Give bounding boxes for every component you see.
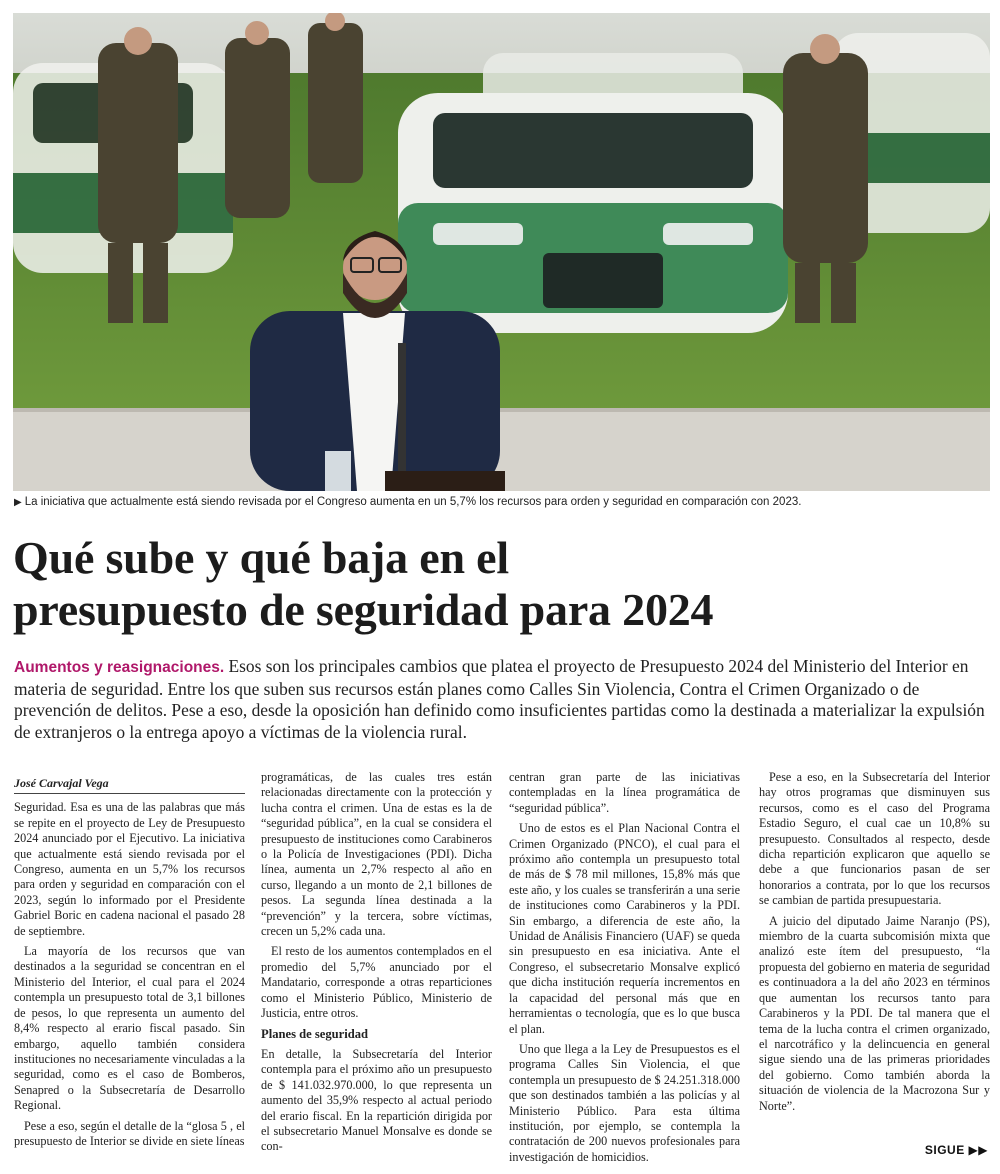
- news-photo: [13, 13, 990, 491]
- play-triangle-icon: ▶: [14, 497, 22, 508]
- paragraph: Pese a eso, según el detalle de la “glosa 5 , el presupuesto de Interior se divide en siete líneas: [14, 1118, 245, 1148]
- article-column-2: [261, 770, 492, 1160]
- lead-paragraph: [14, 656, 988, 743]
- paragraph: programáticas, de las cuales tres están relacionadas directamente con la protección y lucha contra el crimen. Una de estas es la de “seguridad pública”, en la cual se considera el presupuesto de instituciones como Carabineros o la Policía de Investigaciones (PDI). Dicha línea, aumenta un 2,7% respecto al año en curso, llegando a un monto de 2,1 billones de pesos. La segunda línea destinada a la “prevención” y la tercera, sobre víctimas, crecen un 5,2% cada una.: [261, 770, 492, 939]
- paragraph: Seguridad. Esa es una de las palabras que más se repite en el proyecto de Ley de Presupuesto 2024 anunciado por el Ejecutivo. La iniciativa que actualmente está siendo revisada por el Congreso, aumenta en un 5,7% los recursos para orden y seguridad en comparación con el 2023, según lo informado por el Presidente Gabriel Boric en cadena nacional el pasado 28 de septiembre.: [14, 800, 245, 938]
- headline-line-1: Qué sube y qué baja en el: [13, 532, 509, 583]
- continue-label: SIGUE ▶▶: [924, 1143, 988, 1157]
- paragraph: Uno que llega a la Ley de Presupuestos es el programa Calles Sin Violencia, el que contempla un presupuesto de $ 24.251.318.000 que son destinados también a las policías y al Ministerio Público. Para esta última institución, por ejemplo, se contempla la contratación de 200 nuevos profesionales para investigación de homicidios.: [509, 1041, 740, 1164]
- paragraph: A juicio del diputado Jaime Naranjo (PS), miembro de la cuarta subcomisión mixta que analizó este ítem del presupuesto, “la propuesta del gobierno en materia de seguridad es continuadora a la del año 2023 en términos que aumentan los recursos tanto para Carabineros y la PDI. De tal manera que el tema de la lucha contra el crimen organizado, el narcotráfico y la delincuencia en general sigue siendo una de las primeras prioridades del gobierno. Como también aborda la situación de violencia de la Macrozona Sur y Norte”.: [759, 913, 990, 1113]
- photo-illustration: [13, 13, 990, 491]
- article-column-4: [759, 770, 990, 1119]
- paragraph: En detalle, la Subsecretaría del Interior contempla para el próximo año un presupuesto de $ 141.032.970.000, lo que representa un aumento del 35,9% respecto al actual periodo del erario fiscal. En la repartición dirigida por el subsecretario Manuel Monsalve es donde se con-: [261, 1046, 492, 1154]
- lead-text: Esos son los principales cambios que platea el proyecto de Presupuesto 2024 del Ministerio del Interior en materia de seguridad. Entre los que suben sus recursos están planes como Calles Sin Violencia, Contra el Crimen Organizado o de prevención de delitos. Pese a eso, desde la oposición han definido como insuficientes partidas como la destinada a materializar la expulsión de extranjeros o la entrega apoyo a víctimas de la violencia rural.: [14, 656, 985, 742]
- section-subhead: Planes de seguridad: [261, 1026, 369, 1041]
- paragraph: La mayoría de los recursos que van destinados a la seguridad se concentran en el Ministerio del Interior, el cual para el 2024 contempla un presupuesto total de 3,1 billones de pesos, lo que representa un aumento del 8,4% respecto al erario fiscal pasado. Sin embargo, aquello también considera instituciones no necesariamente vinculadas a la seguridad, como es el caso de Bomberos, Senapred o la Subsecretaría de Desarrollo Regional.: [14, 944, 245, 1113]
- headline-line-2: presupuesto de seguridad para 2024: [13, 584, 714, 635]
- caption-text: La iniciativa que actualmente está siendo revisada por el Congreso aumenta en un 5,7% los recursos para orden y seguridad en comparación con 2023.: [24, 496, 802, 508]
- paragraph: Uno de estos es el Plan Nacional Contra el Crimen Organizado (PNCO), el cual para el próximo año contempla un presupuesto total de más de $ 78 mil millones, 15,8% más que este año, y los cuales se transferirán a una serie de instituciones como Carabineros y la PDI. Sin embargo, a diferencia de este año, la Unidad de Análisis Financiero (UAF) se queda sin presupuesto en esa iniciativa. Ante el Congreso, el subsecretario Monsalve explicó que dicha institución requería incrementos en la capacidad del personal más que en herramientas o tecnología, que es lo que busca el plan.: [509, 821, 740, 1036]
- byline: José Carvajal Vega: [14, 776, 245, 794]
- photo-caption: [14, 496, 990, 508]
- headline: [13, 532, 993, 636]
- paragraph: El resto de los aumentos contemplados en el promedio del 5,7% anunciado por el Mandatario, corresponde a otras reparticiones como el Ministerio Público, Ministerio de Justicia, entre otros.: [261, 944, 492, 1021]
- lead-kicker: Aumentos y reasignaciones.: [14, 659, 225, 676]
- article-column-1: [14, 770, 245, 1154]
- article-column-3: [509, 770, 740, 1170]
- paragraph: Pese a eso, en la Subsecretaría del Interior hay otros programas que disminuyen sus recursos, como es el caso del Programa Estadio Seguro, el cual cae un 10,8% su presupuesto. Consultados al respecto, desde dicha repartición explicaron que aquello se debe a que funcionarios pasan de ser honorarios a contrata, por lo que los recursos se cambian de partida presupuestaria.: [759, 770, 990, 908]
- paragraph: centran gran parte de las iniciativas contempladas en la línea programática de “seguridad pública”.: [509, 770, 740, 815]
